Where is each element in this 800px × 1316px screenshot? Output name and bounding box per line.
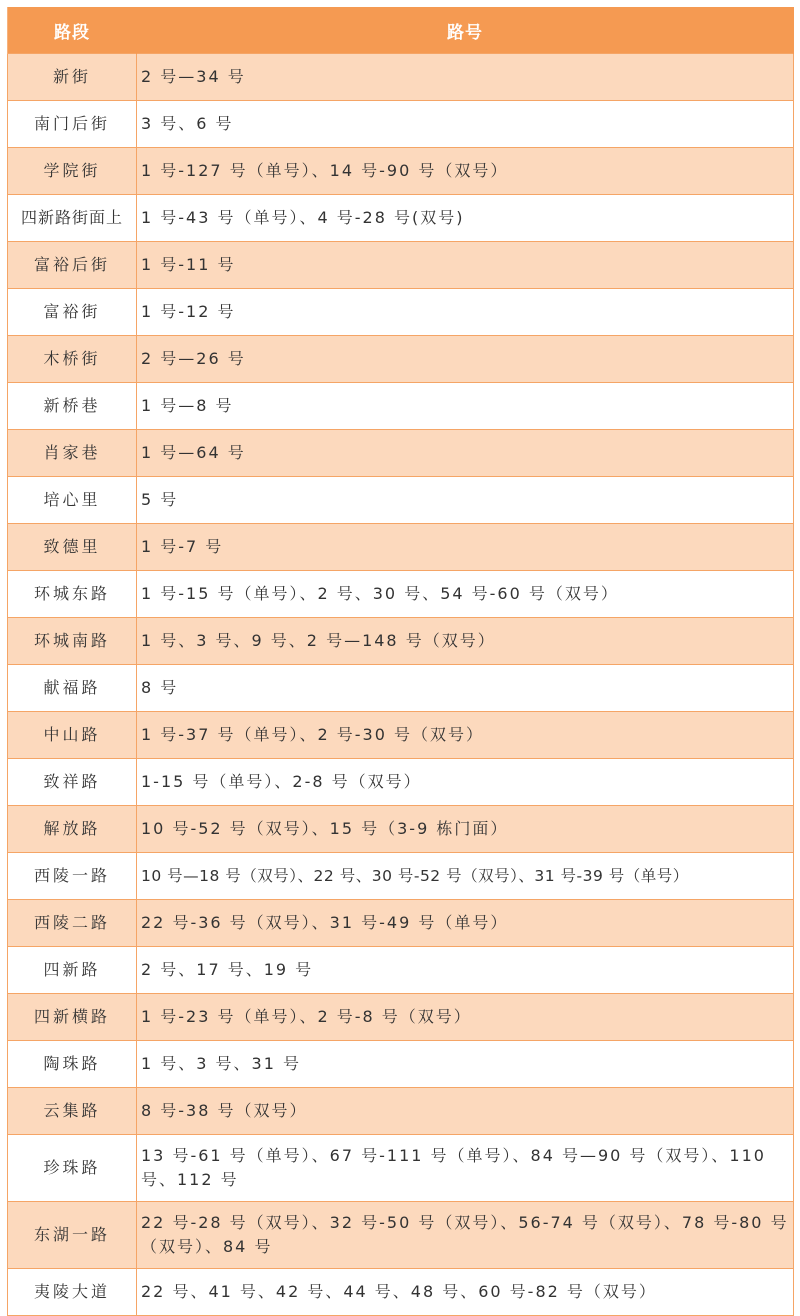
road-name: 环城南路 xyxy=(8,618,137,665)
table-row xyxy=(8,524,794,571)
road-name: 环城东路 xyxy=(8,571,137,618)
table-row xyxy=(8,994,794,1041)
table-row xyxy=(8,571,794,618)
table-row xyxy=(8,289,794,336)
road-numbers: 2 号—34 号 xyxy=(137,54,794,101)
table-row xyxy=(8,1202,794,1269)
road-name: 四新路街面上 xyxy=(8,195,137,242)
road-name: 富裕街 xyxy=(8,289,137,336)
road-name: 解放路 xyxy=(8,806,137,853)
road-name: 四新横路 xyxy=(8,994,137,1041)
header-road-number: 路号 xyxy=(137,7,794,54)
table-row xyxy=(8,806,794,853)
road-numbers: 2 号—26 号 xyxy=(137,336,794,383)
table-row xyxy=(8,336,794,383)
road-name: 四新路 xyxy=(8,947,137,994)
road-numbers: 1 号-15 号（单号）、2 号、30 号、54 号-60 号（双号） xyxy=(137,571,794,618)
table-row xyxy=(8,1041,794,1088)
road-name: 夷陵大道 xyxy=(8,1269,137,1316)
road-numbers: 1 号-23 号（单号）、2 号-8 号（双号） xyxy=(137,994,794,1041)
road-name: 陶珠路 xyxy=(8,1041,137,1088)
table-row xyxy=(8,759,794,806)
road-name: 新桥巷 xyxy=(8,383,137,430)
table-row xyxy=(8,1088,794,1135)
road-name: 致德里 xyxy=(8,524,137,571)
street-number-table-container xyxy=(7,7,793,1316)
road-name: 致祥路 xyxy=(8,759,137,806)
road-name: 南门后街 xyxy=(8,101,137,148)
table-row xyxy=(8,900,794,947)
table-row xyxy=(8,853,794,900)
road-name: 木桥街 xyxy=(8,336,137,383)
header-road-section: 路段 xyxy=(8,7,137,54)
street-number-table xyxy=(7,7,794,1316)
road-name: 珍珠路 xyxy=(8,1135,137,1202)
road-name: 肖家巷 xyxy=(8,430,137,477)
table-row xyxy=(8,712,794,759)
table-row xyxy=(8,430,794,477)
table-row xyxy=(8,665,794,712)
road-name: 献福路 xyxy=(8,665,137,712)
road-numbers: 10 号-52 号（双号）、15 号（3-9 栋门面） xyxy=(137,806,794,853)
table-row xyxy=(8,148,794,195)
table-row xyxy=(8,947,794,994)
table-row xyxy=(8,383,794,430)
road-numbers: 1 号、3 号、31 号 xyxy=(137,1041,794,1088)
road-name: 中山路 xyxy=(8,712,137,759)
road-numbers: 1 号-12 号 xyxy=(137,289,794,336)
road-name: 培心里 xyxy=(8,477,137,524)
road-numbers: 1 号-43 号（单号）、4 号-28 号(双号) xyxy=(137,195,794,242)
road-numbers: 22 号、41 号、42 号、44 号、48 号、60 号-82 号（双号） xyxy=(137,1269,794,1316)
road-numbers: 3 号、6 号 xyxy=(137,101,794,148)
table-row xyxy=(8,242,794,289)
road-numbers: 8 号 xyxy=(137,665,794,712)
table-row xyxy=(8,54,794,101)
table-row xyxy=(8,1135,794,1202)
table-row xyxy=(8,618,794,665)
table-header-row xyxy=(8,7,794,54)
road-name: 西陵二路 xyxy=(8,900,137,947)
table-row xyxy=(8,477,794,524)
road-numbers: 22 号-36 号（双号）、31 号-49 号（单号） xyxy=(137,900,794,947)
road-numbers: 1 号—8 号 xyxy=(137,383,794,430)
road-numbers: 2 号、17 号、19 号 xyxy=(137,947,794,994)
road-numbers: 1 号、3 号、9 号、2 号—148 号（双号） xyxy=(137,618,794,665)
road-numbers: 8 号-38 号（双号） xyxy=(137,1088,794,1135)
road-numbers: 1 号-127 号（单号）、14 号-90 号（双号） xyxy=(137,148,794,195)
road-numbers: 1 号-37 号（单号）、2 号-30 号（双号） xyxy=(137,712,794,759)
road-numbers: 1-15 号（单号）、2-8 号（双号） xyxy=(137,759,794,806)
road-name: 云集路 xyxy=(8,1088,137,1135)
road-numbers: 10 号—18 号（双号）、22 号、30 号-52 号（双号）、31 号-39 号（单号） xyxy=(137,853,794,900)
road-numbers: 1 号-7 号 xyxy=(137,524,794,571)
road-name: 新街 xyxy=(8,54,137,101)
road-name: 富裕后街 xyxy=(8,242,137,289)
road-numbers: 5 号 xyxy=(137,477,794,524)
road-name: 学院街 xyxy=(8,148,137,195)
road-numbers: 13 号-61 号（单号）、67 号-111 号（单号）、84 号—90 号（双号）、110 号、112 号 xyxy=(137,1135,794,1202)
road-numbers: 22 号-28 号（双号）、32 号-50 号（双号）、56-74 号（双号）、78 号-80 号（双号）、84 号 xyxy=(137,1202,794,1269)
road-numbers: 1 号-11 号 xyxy=(137,242,794,289)
table-row xyxy=(8,101,794,148)
table-row xyxy=(8,195,794,242)
road-numbers: 1 号—64 号 xyxy=(137,430,794,477)
road-name: 东湖一路 xyxy=(8,1202,137,1269)
road-name: 西陵一路 xyxy=(8,853,137,900)
table-row xyxy=(8,1269,794,1316)
